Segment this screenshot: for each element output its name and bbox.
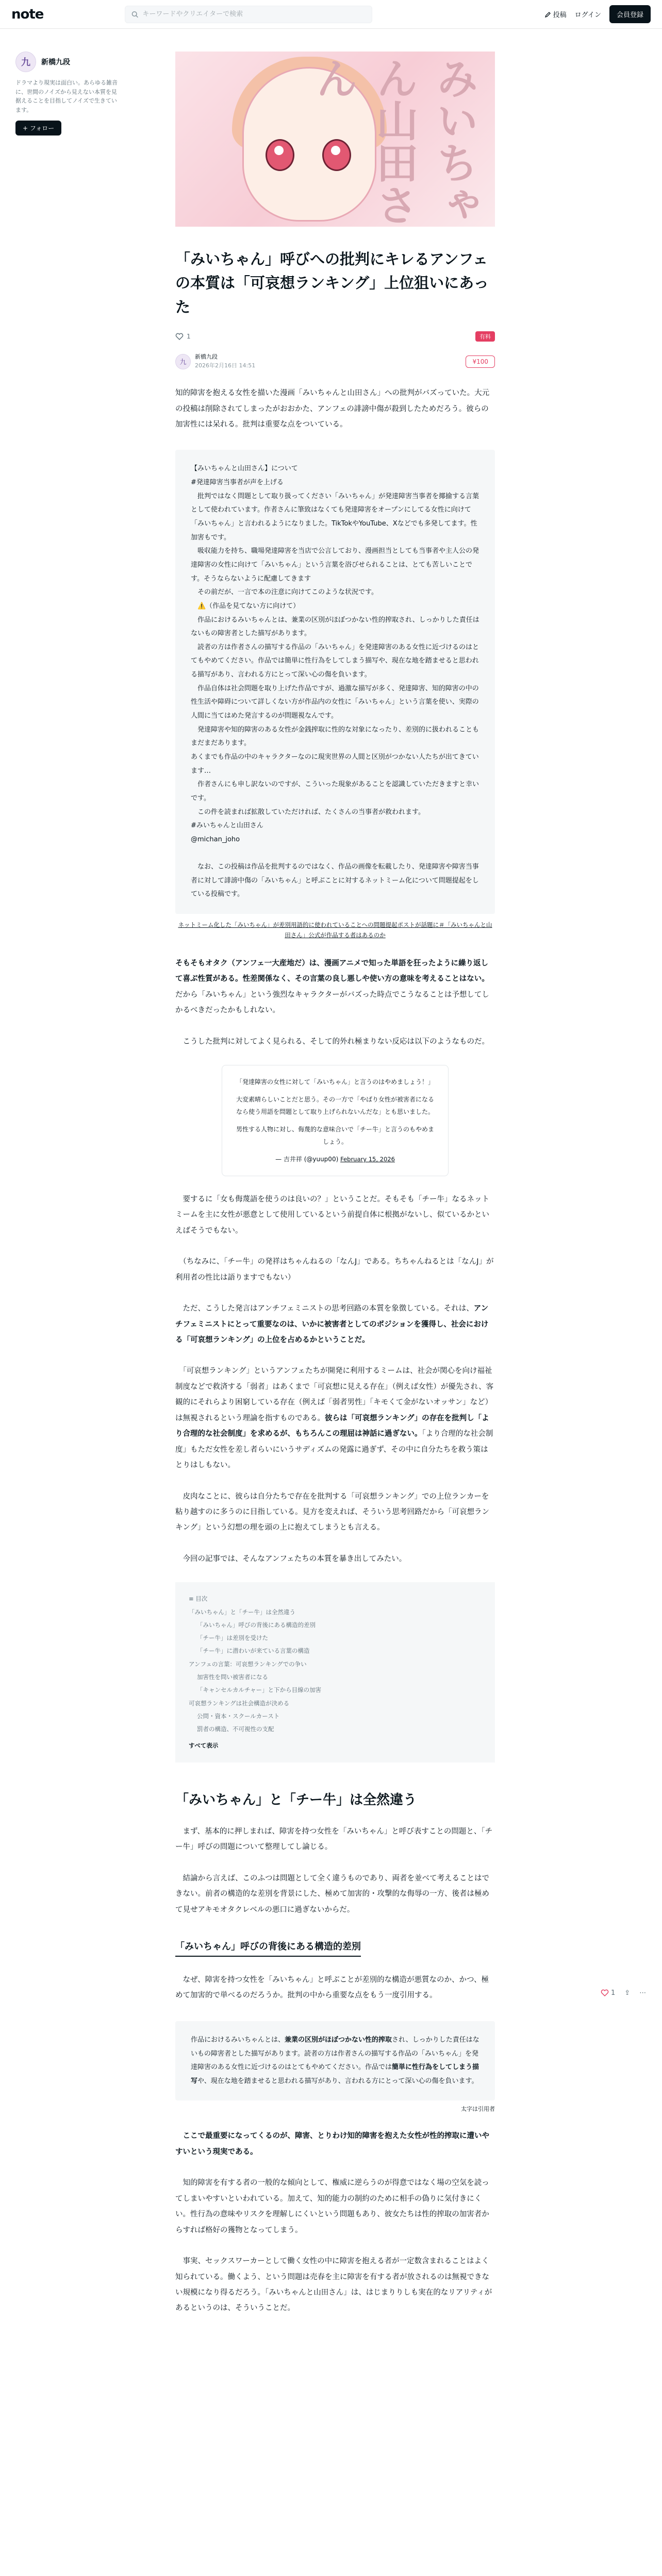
paragraph-otaku <box>175 956 495 1019</box>
avatar[interactable]: 九 <box>15 52 36 72</box>
author-info <box>195 353 255 370</box>
paragraph-point: 要するに「女も侮蔑語を使うのは良いの？」ということだ。そもそも「チー牛」なるネットミームを主に女性が悪意として使用しているという前提自体に根拠がないし、似ているかといえばそうでもない。 <box>175 1195 489 1235</box>
toc-item[interactable]: 可哀想ランキングは社会構造が決める <box>189 1699 290 1707</box>
article-title: 「みいちゃん」呼びへの批判にキレるアンフェの本質は「可哀想ランキング」上位狙いにあった <box>175 250 489 316</box>
pencil-icon <box>545 11 551 18</box>
embedded-post <box>222 1065 449 1176</box>
quote-line: #発達障害当事者が声を上げる <box>191 479 284 487</box>
more-icon[interactable]: ⋯ <box>639 1989 647 1997</box>
article-author <box>175 353 495 370</box>
hero-eye-left <box>266 139 294 171</box>
article <box>175 52 495 2316</box>
inner-quote-c: や、現在な地を踏ませると思われる描写があり、言われる方にとって深い心の傷を負います。 <box>197 2077 478 2085</box>
inner-quote-bold-1: 兼業の区別がほぼつかない性的搾取 <box>285 2036 392 2044</box>
paragraph-fact: 事実、セックスワーカーとして働く女性の中に障害を抱える者が一定数含まれることはよく知られている。働くよう、という問題は売春を主に障害を有する者が放されるのは無視できない規模になり得るだろう。「みいちゃんと山田さん」は、はじまりりしも実在的なリアリティがあるというのは、そういうことだ。 <box>175 2257 492 2313</box>
paid-badge: 有料 <box>475 331 495 342</box>
paragraph-section1-intro: まず、基本的に押しまれば、障害を持つ女性を「みいちゃん」と呼び表すことの問題と、「チー牛」呼びの問題について整理してし論じる。 <box>175 1827 493 1852</box>
inner-quote-b: され、しっかりした責任はないもの障害者とした描写があります。読者の方は作者さんの描写する作品の「みいちゃん」を発達障害のある女性に近づけるのはとてもやめてください。作品では <box>191 2036 479 2072</box>
paragraph-note: （ちなみに、「チー牛」の発祥はちゃんねるの「なんJ」である。ちちゃんねるとは「なんJ」が利用者の性比は語りますでもない） <box>175 1258 494 1282</box>
paragraph-why: なぜ、障害を持つ女性を「みいちゃん」と呼ぶことが差別的な構造が悪質なのか、かつ、極めて加害的で単べるのだろうか。批判の中から重要な点をもう一度引用する。 <box>175 1976 489 2000</box>
floating-actions <box>601 1989 646 1997</box>
inner-quote-bold-2: 簡単に性行為をしてしまう描写 <box>191 2063 479 2085</box>
subsection-heading-1: 「みいちゃん」呼びの背後にある構造的差別 <box>175 1939 361 1957</box>
paragraph-conclusion: 結論から言えば、このふつは問題として全く違うものであり、両者を並べて考えることはできない。前者の構造的な差別を背景にした、極めて加害的・攻撃的な侮辱の一方、後者は極めて見せアキモオタクレベルの悪口に過ぎないからだ。 <box>175 1874 489 1914</box>
embedded-post-author[interactable]: — 吉井祥 (@yuup00) <box>275 1155 339 1163</box>
hero-vertical-title: みいちゃん山田さん <box>309 57 479 226</box>
sidebar-bio: ドラマより現実は面白い。あらゆる雑音に、世間のノイズから見えない本質を見据えることを目指してノイズで生きています。 <box>15 79 118 113</box>
note-logo[interactable]: note <box>11 6 44 22</box>
signup-button[interactable]: 会員登録 <box>609 5 651 23</box>
quote-line: この件を読まれば拡散していただければ、たくさんの当事者が救われます。 <box>191 808 425 816</box>
quote-line: 読者の方は作者さんの描写する作品の「みいちゃん」を発達障害のある女性に近づけるのはとてもやめてください。作品では簡単に性行為をしてしまう描写や、現在な地を踏ませると思われる描写があり、言われる方にとって深い心の傷を負います。 <box>191 643 479 679</box>
quote-line: @michan_joho <box>191 835 240 843</box>
hero-image <box>175 52 495 227</box>
login-link[interactable]: ログイン <box>574 11 601 19</box>
publish-date: 2026年2月16日 14:51 <box>195 362 256 369</box>
like-button[interactable] <box>175 332 191 341</box>
quote-line: その前だが、一言で本の注意に向けてこのような状況です。 <box>191 588 378 597</box>
quote-line: 作品におけるみいちゃんとは、兼業の区別がほぼつかない性的搾取され、しっかりした責任はないもの障害者とした描写があります。 <box>191 616 479 638</box>
toc-show-all[interactable]: すべて表示 <box>189 1741 219 1749</box>
paragraph-otaku-bold: そもそもオタク（アンフェ一大産地だ）は、漫画アニメで知った単語を狂ったように繰り返して喜ぶ性質がある。性差関係なく、その言葉の良し悪しや使い方の意味を考えることはない。 <box>175 959 489 984</box>
inner-quote <box>175 2021 495 2101</box>
float-like-count: 1 <box>611 1989 616 1997</box>
quote-line: 批判ではなく問題として取り扱ってください「みいちゃん」が発達障害当事者を揶揄する言葉として使われています。作者さんに筆致はなくても発達障害をオープンにしてる女性に向けて「みいちゃん」と言われるようになりました。TikTokやYouTube、Xなどでも多発してます。性加害もです。 <box>191 492 479 541</box>
paragraph-ranking <box>175 1363 495 1473</box>
toc-item[interactable]: 罰者の構造、不可視性の支配 <box>197 1725 274 1733</box>
paragraph-otaku-rest: だから「みいちゃん」という強烈なキャラクターがバズった時点でこうなることは予想してしかるべきだったかもしれない。 <box>175 990 489 1015</box>
toc-item[interactable]: 「キャンセルカルチャー」と下から目線の加害 <box>197 1686 322 1694</box>
post-label: 投稿 <box>553 11 567 19</box>
float-like[interactable] <box>601 1989 615 1997</box>
paragraph-ranking-b: 「より合理的な社会制度」もただ女性を差し者らいにいうサディズムの発露に過ぎず、その中に自分たちを救う策はとりはしもない。 <box>175 1430 493 1470</box>
heart-icon <box>601 1989 609 1997</box>
list-icon: ≡ <box>189 1595 196 1603</box>
author-sidebar <box>15 52 119 135</box>
toc-item[interactable]: 「みいちゃん」呼びの背後にある構造的差別 <box>197 1621 316 1629</box>
section-heading-1: 「みいちゃん」と「チー牛」は全然違う <box>175 1792 417 1808</box>
quote-line: 作者さんにも申し訳ないのですが、こういった現象があることを認識していただきますと幸いです。 <box>191 781 479 802</box>
post-link[interactable] <box>545 9 567 19</box>
sidebar-author-name[interactable]: 新橋九段 <box>41 58 70 66</box>
embedded-post-line: 男性する人物に対し、侮蔑的な意味合いで「チー牛」と言うのもやめましょう。 <box>236 1125 434 1145</box>
quote-line: 吸収能力を持ち、職場発達障害を当店で公言しており、漫画担当としても当事者や主人公の発達障害の女性に向けて「みいちゃん」という言葉を浴びせられることは、とても苦しいことです。そうならないように配慮してきます <box>191 547 479 583</box>
quote-line: なお、この投稿は作品を批判するのではなく、作品の画像を転載したり、発達障害や障害当事者に対して誹謗中傷の「みいちゃん」と呼ぶことに対するネットミーム化について問題提起をしている投稿です。 <box>191 863 479 899</box>
search-box[interactable] <box>125 6 372 23</box>
paragraph-ranking-bold: 彼らは「可哀想ランキング」の存在を批判し「より合理的な社会制度」を求めるが、もちろんこの理屈は神話に過ぎない。 <box>175 1414 489 1438</box>
quote-line: ⚠️（作品を見てない方に向けて） <box>191 602 300 610</box>
paragraph-essence-bold: アンチフェミニストにとって重要なのは、いかに被害者としてのポジションを獲得し、社会における「可哀想ランキング」の上位を占めるかということだ。 <box>175 1304 489 1345</box>
price-button[interactable]: ¥100 <box>466 355 495 368</box>
paragraph-tendency: 知的障害を有する者の一般的な傾向として、権威に逆らうのが得意ではなく場の空気を読ってしまいやすいといわれている。加えて、知的能力の制約のために相手の偽りに気付きにくい。性行為の意味やリスクを理解しにくいという問題もあり、彼女たちは性的搾取の加害者からすれば格好の獲物となってしまう。 <box>175 2179 489 2234</box>
quoted-post <box>175 450 495 914</box>
inner-quote-a: 作品におけるみいちゃんとは、 <box>191 2036 285 2044</box>
toc-list <box>189 1606 482 1736</box>
quote-line: 発達障害や知的障害のある女性が金銭搾取に性的な対象になったり、差別的に扱われることもまだまだあります。 <box>191 725 479 748</box>
sidebar-author[interactable] <box>15 52 119 72</box>
emphasis-caption: 太字は引用者 <box>461 2106 495 2113</box>
toc-item[interactable]: 加害性を問い被害者になる <box>197 1673 268 1681</box>
paragraph-intro: 知的障害を抱える女性を描いた漫画「みいちゃんと山田さん」への批判がバズっていた。大元の投稿は削除されてしまったがおおかた、アンフェの誹謗中傷が殺到したためだろう。彼らの加害性には呆れる。批判は重要な点をついている。 <box>175 389 490 429</box>
quote-line <box>191 846 479 860</box>
search-icon <box>131 11 138 18</box>
paragraph-essence-text: ただ、こうした発言はアンチフェミニストの思考回路の本質を象徴している。それは、 <box>175 1304 474 1313</box>
paragraph-key-point: ここで最重要になってくるのが、障害、とりわけ知的障害を抱えた女性が性的搾取に遭いやすいという現実である。 <box>175 2132 489 2156</box>
follow-label: フォロー <box>29 125 55 132</box>
paragraph-irony: 皮肉なことに、彼らは自分たちで存在を批判する「可哀想ランキング」での上位ランカーを粘り越すのに多うのに目指している。見方を変えれば、そういう思考回路だから「可哀想ランキング」という幻想の理を頭の上に抱えてしまうとも言える。 <box>175 1492 489 1532</box>
paragraph-essence <box>175 1301 495 1348</box>
toc-item[interactable]: 「みいちゃん」と「チー牛」は全然違う <box>189 1608 295 1616</box>
paragraph-ranking-a: 「可哀想ランキング」というアンフェたちが開発に利用するミームは、社会が関心を向け福祉制度などで救済する「弱者」はあくまで「可哀想に見える存在」（例えば女性）が優先され、客観的にそれらより困窮している存在（例えば「弱者男性」「キモくて金がないオッサン」など）は無視されるという理論を指すものである。 <box>175 1367 494 1422</box>
quote-line: #みいちゃんと山田さん <box>191 822 263 830</box>
paragraph-reaction: こうした批判に対してよく見られる、そして的外れ極まりない反応は以下のようなものだ。 <box>175 1037 489 1046</box>
plus-icon: + <box>23 125 28 132</box>
embedded-post-date[interactable]: February 15, 2026 <box>340 1155 395 1163</box>
toc-item[interactable]: 「チー牛」は差別を受けた <box>197 1634 268 1642</box>
quote-line: 【みいちゃんと山田さん】について <box>191 465 298 473</box>
toc-item[interactable]: 「チー牛」に潜わいが来ている言葉の構造 <box>197 1647 310 1655</box>
heart-icon <box>175 332 184 341</box>
article-meta <box>175 331 495 342</box>
share-icon[interactable]: ⇪ <box>624 1989 631 1997</box>
follow-button[interactable] <box>15 121 61 135</box>
quote-line: 作品自体は社会問題を取り上げた作品ですが、過激な描写が多く、発達障害、知的障害の中の性生活や障碍について詳しくない方が作品内の女性に「みいちゃん」という言葉を使い、実際の人間に当てはめた発言するのが問題視なんです。 <box>191 684 479 720</box>
quote-line: あくまでも作品の中のキャラクターなのに現実世界の人間と区別がつかない人たちが出てきています… <box>191 753 479 775</box>
paragraph-purpose: 今回の記事では、そんなアンフェたちの本質を暴き出してみたい。 <box>175 1554 407 1563</box>
embedded-post-footer <box>235 1153 436 1165</box>
site-header <box>0 0 662 29</box>
toc-item[interactable]: アンフェの言葉：可哀想ランキングでの争い <box>189 1660 307 1668</box>
embedded-post-text <box>235 1076 436 1148</box>
embedded-post-line: 大変素晴らしいことだと思う。その一方で「やばり女性が被害者になるなら使う用語を問題として取り上げられないんだな」とも思いました。 <box>236 1095 434 1115</box>
table-of-contents <box>175 1582 495 1762</box>
author-name[interactable]: 新橋九段 <box>195 353 218 361</box>
author-avatar[interactable]: 九 <box>175 354 191 369</box>
source-article-link[interactable]: ネットミーム化した「みいちゃん」が差別用語的に使われていることへの問題提起ポストが話題に＃「みいちゃんと山田さん」公式が作品する者はあるのか <box>178 921 492 939</box>
toc-title-label: 目次 <box>195 1595 208 1603</box>
toc-item[interactable]: 公問・資本・スクールカースト <box>197 1712 280 1720</box>
embedded-post-line: 「発達障害の女性に対して「みいちゃん」と言うのはやめましょう！」 <box>236 1078 434 1086</box>
header-actions <box>545 5 651 23</box>
toc-title <box>189 1592 482 1605</box>
like-count: 1 <box>187 333 191 341</box>
search-input[interactable] <box>142 10 366 18</box>
